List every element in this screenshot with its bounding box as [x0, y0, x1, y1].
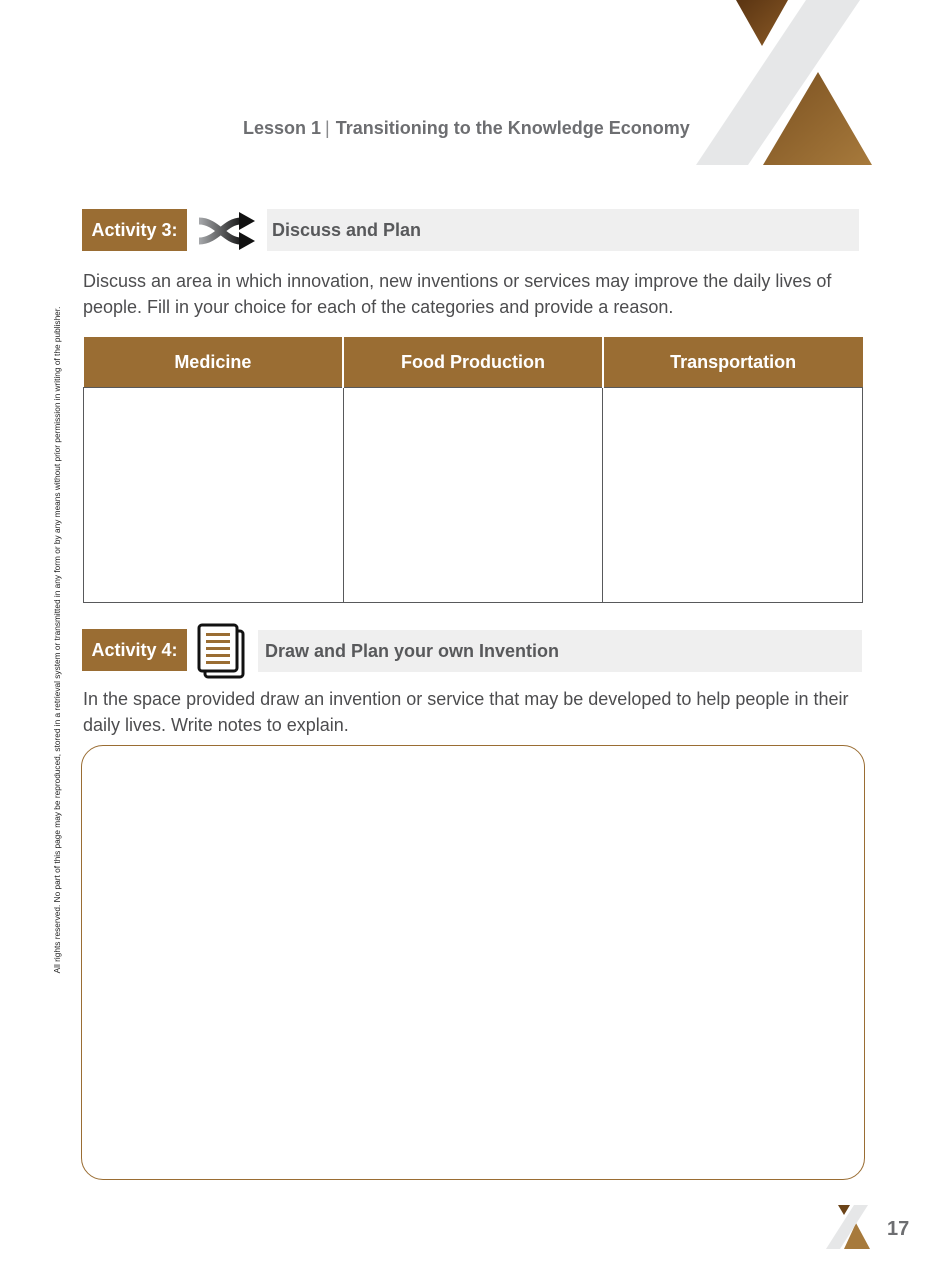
category-table: [83, 337, 863, 603]
notes-document-icon: [196, 622, 248, 680]
activity4-title: Draw and Plan your own Invention: [258, 630, 862, 672]
activity4-label: Activity 4:: [82, 629, 187, 671]
column-header-medicine: Medicine: [84, 337, 344, 388]
table-row: [84, 388, 863, 603]
column-header-food-production: Food Production: [343, 337, 603, 388]
table-header-row: [84, 337, 863, 388]
page-number: 17: [887, 1218, 910, 1240]
copyright-notice: All rights reserved. No part of this page may be reproduced, stored in a retrieval system or transmitted in any form or by any means without prior permission in writing of the publisher.: [52, 306, 62, 974]
lesson-number: Lesson 1: [243, 118, 322, 138]
column-header-transportation: Transportation: [603, 337, 863, 388]
lesson-header: [243, 118, 690, 139]
shuffle-arrows-icon: [195, 209, 257, 253]
footer-chevron-logo: [826, 1205, 872, 1251]
activity4-instructions: In the space provided draw an invention or service that may be developed to help people in their daily lives. Write notes to explain.: [83, 689, 849, 735]
activity3-title: Discuss and Plan: [267, 209, 859, 251]
activity3-label: Activity 3:: [82, 209, 187, 251]
header-chevron-graphic: [690, 0, 880, 170]
medicine-answer-cell[interactable]: [84, 388, 344, 603]
transportation-answer-cell[interactable]: [603, 388, 863, 603]
lesson-title: Transitioning to the Knowledge Economy: [335, 118, 690, 138]
food-production-answer-cell[interactable]: [343, 388, 603, 603]
drawing-area[interactable]: [81, 745, 865, 1180]
activity3-instructions: Discuss an area in which innovation, new inventions or services may improve the daily lives of people. Fill in your choice for each of the categories and provide a reason.: [83, 271, 832, 317]
header-separator: |: [325, 118, 330, 138]
